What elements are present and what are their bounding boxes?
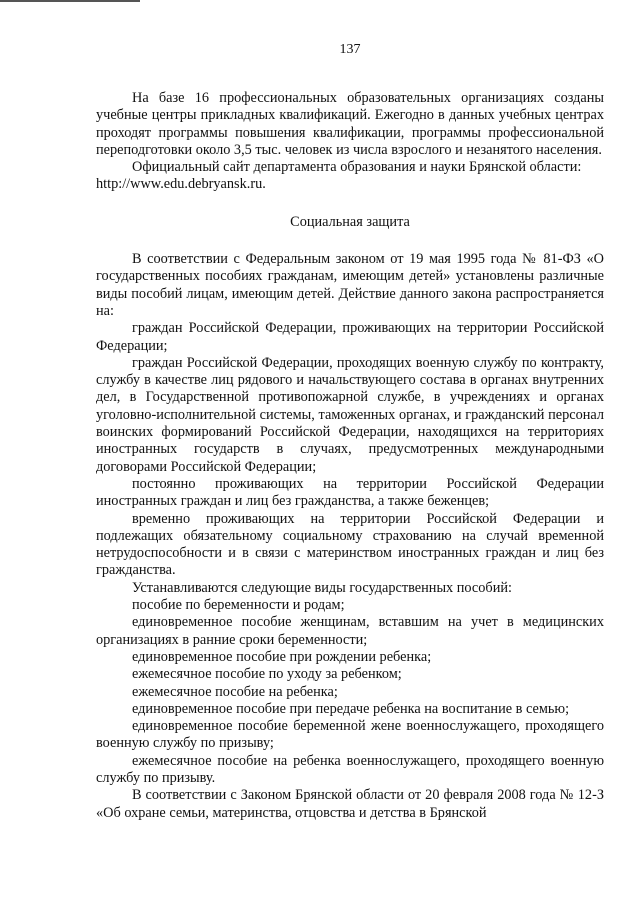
list-item-recipient: временно проживающих на территории Российской Федерации и подлежащих обязательному социальному страхованию на случай временной нетрудоспособности и в связи с материнством иностранных граждан и лиц без гражданства. (96, 510, 604, 579)
list-item-benefit: единовременное пособие при рождении ребенка; (132, 648, 432, 665)
page-number: 137 (339, 42, 361, 57)
list-item-benefit: пособие по беременности и родам; (132, 597, 345, 614)
paragraph-training-centers: На базе 16 профессиональных образовательных организациях созданы учебные центры прикладных квалификаций. Ежегодно в данных учебных центрах проходят программы повышения квалификации, программы профессиональной переподготовки около 3,5 тыс. человек из числа взрослого и незанятого населения. (96, 90, 604, 158)
list-item-benefit: ежемесячное пособие на ребенка военнослужащего, проходящего военную службу по призыву. (96, 752, 604, 786)
list-item-benefit: ежемесячное пособие на ребенка; (132, 683, 338, 700)
list-item-benefit: единовременное пособие женщинам, вставшим на учет в медицинских организациях в ранние сроки беременности; (96, 614, 604, 648)
paragraph-law-intro: В соответствии с Федеральным законом от 19 мая 1995 года № 81-ФЗ «О государственных пособиях гражданам, имеющим детей» установлены различные виды пособий лицам, имеющим детей. Действие данного закона распространяется на: (96, 251, 604, 319)
list-item-benefit: ежемесячное пособие по уходу за ребенком; (132, 666, 402, 683)
list-item-recipient: граждан Российской Федерации, проживающих на территории Российской Федерации; (96, 320, 604, 354)
top-rule (0, 0, 140, 2)
body-text (96, 90, 604, 822)
paragraph-regional-law: В соответствии с Законом Брянской области от 20 февраля 2008 года № 12-З «Об охране семьи, материнства, отцовства и детства в Брянской (96, 787, 604, 821)
list-item-benefit: единовременное пособие при передаче ребенка на воспитание в семью; (132, 700, 570, 717)
list-item-recipient: постоянно проживающих на территории Российской Федерации иностранных граждан и лиц без гражданства, а также беженцев; (96, 475, 604, 510)
list-item-recipient: граждан Российской Федерации, проходящих военную службу по контракту, службу в качестве лиц рядового и начальствующего состава в органах внутренних дел, в Государственной противопожарной службе, в учреждениях и органах уголовно-исполнительной системы, таможенных органах, и гражданский персонал воинских формирований Российской Федерации, находящихся на территориях иностранных государств в случаях, предусмотренных международными договорами Российской Федерации; (96, 354, 604, 475)
list-item-benefit: единовременное пособие беременной жене военнослужащего, проходящего военную службу по призыву; (96, 718, 604, 752)
paragraph-benefits-intro: Устанавливаются следующие виды государственных пособий: (132, 579, 512, 596)
paragraph-official-site: Официальный сайт департамента образования и науки Брянской области: (132, 159, 582, 176)
website-link[interactable]: http://www.edu.debryansk.ru. (96, 176, 266, 193)
section-heading: Социальная защита (290, 213, 410, 230)
